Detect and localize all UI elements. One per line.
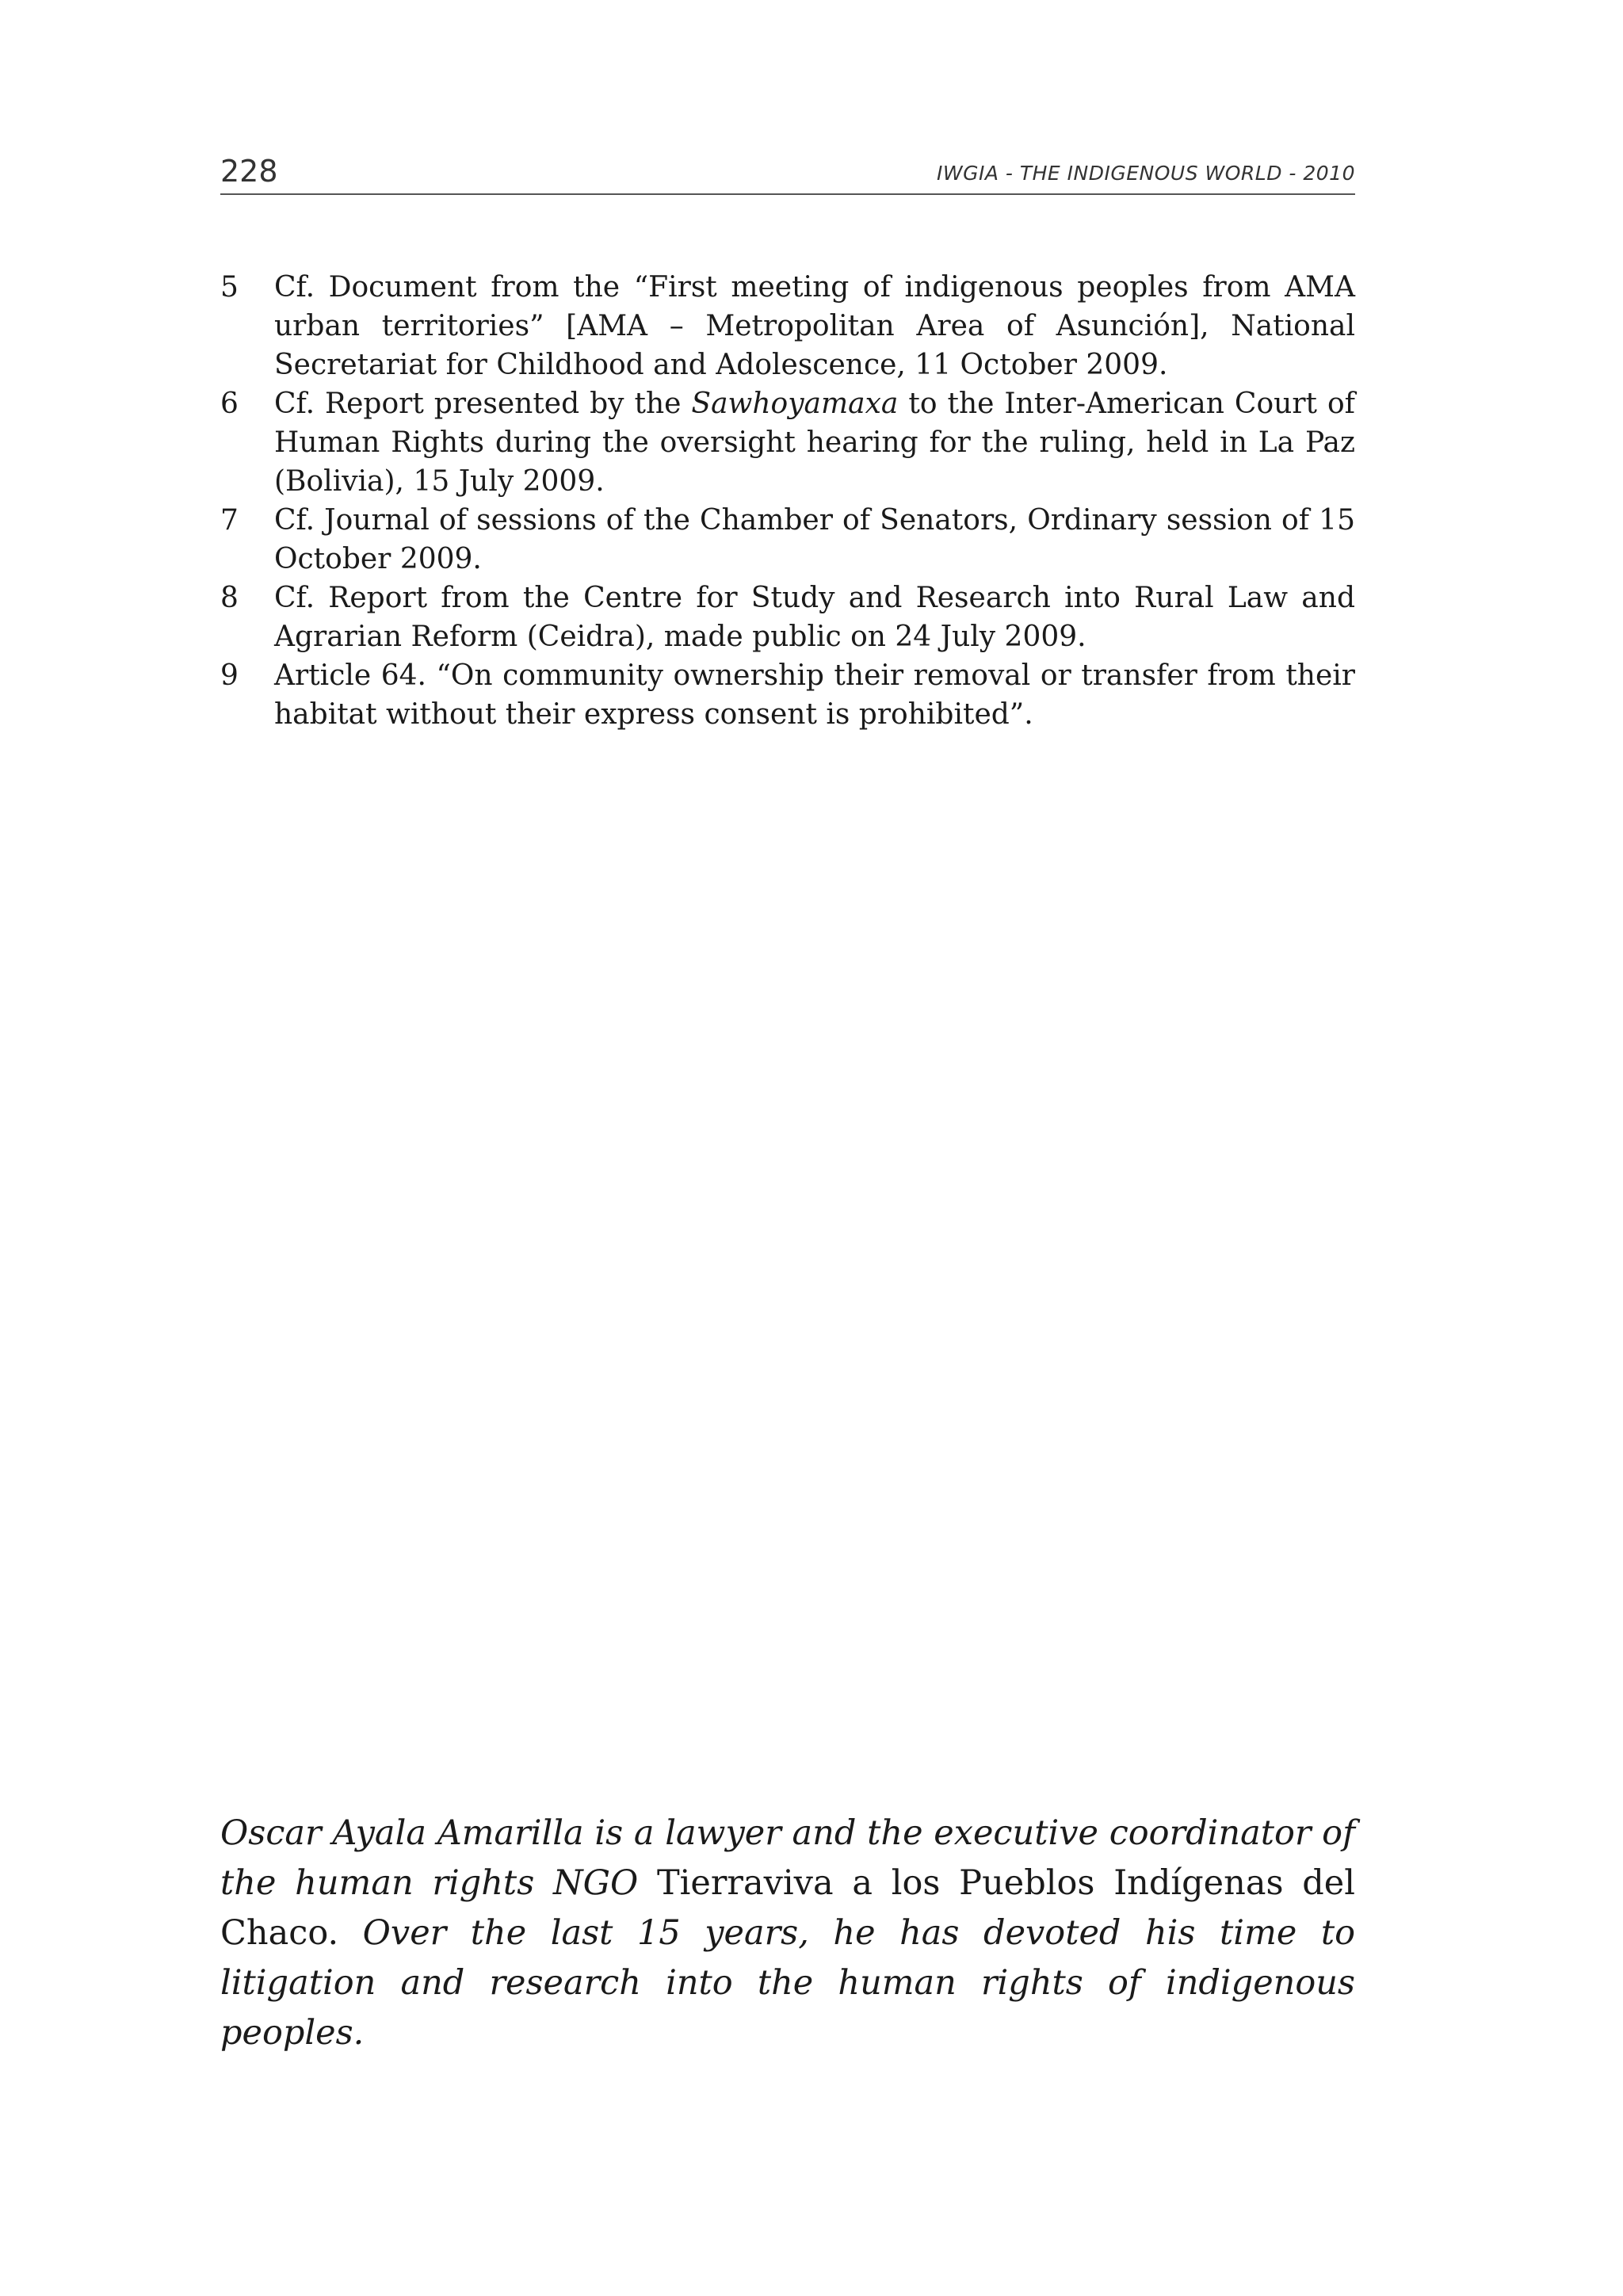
page-header: [220, 152, 1355, 195]
footnote-text: Article 64. “On community ownership their removal or transfer from their habitat without their express consent is prohibited”.: [274, 659, 1355, 731]
footnote-7: [220, 501, 1355, 579]
footnote-number: 5: [220, 271, 239, 304]
page-number: 228: [220, 154, 278, 189]
footnote-number: 7: [220, 504, 239, 537]
footnote-text-end: to the Inter-American Court of Human Rights during the oversight hearing for the ruling, held in La Paz (Bolivia), 15 July 2009.: [274, 388, 1355, 498]
footnote-number: 9: [220, 659, 239, 692]
footnote-number: 8: [220, 582, 239, 614]
organization-name: Tierraviva a los Pueblos Indígenas del Chaco.: [220, 1863, 1355, 1953]
footnote-9: [220, 656, 1355, 734]
footnote-text: Cf. Report from the Centre for Study and Research into Rural Law and Agrarian Reform (Ceidra), made public on 24 July 2009.: [274, 582, 1355, 653]
author-bio: [220, 1809, 1355, 2058]
footnote-number: 6: [220, 388, 239, 420]
footnote-text: [274, 384, 1355, 501]
footnote-text: Cf. Document from the “First meeting of indigenous peoples from AMA urban territories” [AMA – Metropolitan Area of Asunción], National Secretariat for Childhood and Adolescence, 11 October 2009.: [274, 271, 1355, 381]
author-bio-rest: Over the last 15 years, he has devoted his time to litigation and research into the human rights of indigenous peoples.: [220, 1913, 1355, 2053]
author-bio-intro: Oscar Ayala Amarilla is a lawyer and the executive coordinator of the human rights NGO: [220, 1813, 1355, 1903]
footnote-8: [220, 579, 1355, 656]
footnote-6: [220, 384, 1355, 501]
footnote-italic-term: Sawhoyamaxa: [691, 388, 899, 420]
footnote-text: Cf. Journal of sessions of the Chamber of Senators, Ordinary session of 15 October 2009.: [274, 504, 1355, 575]
running-head: IWGIA - THE INDIGENOUS WORLD - 2010: [936, 162, 1355, 185]
footnote-5: [220, 268, 1355, 384]
footnotes-list: [220, 268, 1355, 734]
footnote-text-start: Cf. Report presented by the: [274, 388, 692, 420]
